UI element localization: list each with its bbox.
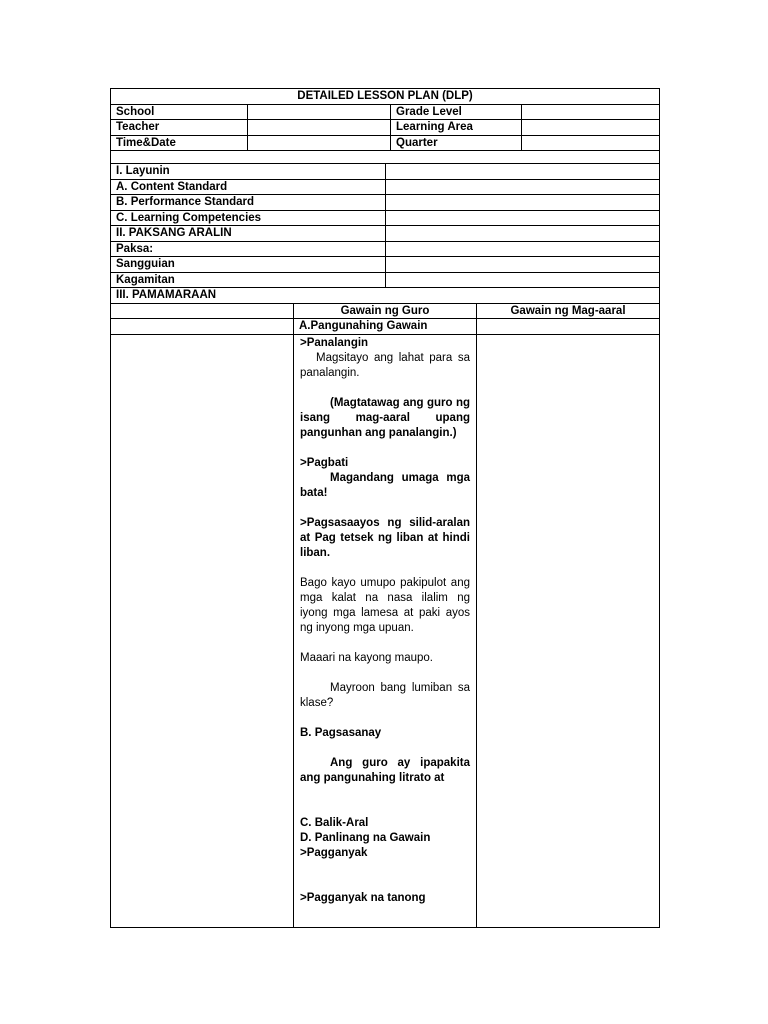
pagganyak-tanong-heading: >Pagganyak na tanong bbox=[300, 891, 426, 904]
pangunahing-gawain-label: A.Pangunahing Gawain bbox=[294, 319, 477, 335]
quarter-label: Quarter bbox=[391, 135, 522, 151]
bago-text: Bago kayo umupo pakipulot ang mga kalat na nasa ilalim ng iyong mga lamesa at paki ayos ng inyong mga upuan. bbox=[300, 576, 470, 634]
performance-standard-value[interactable] bbox=[386, 195, 660, 211]
maaari-text: Maaari na kayong maupo. bbox=[300, 651, 433, 664]
procedure-blank-cell bbox=[111, 319, 294, 335]
learning-competencies-value[interactable] bbox=[386, 210, 660, 226]
content-standard-value[interactable] bbox=[386, 179, 660, 195]
teacher-activities-cell[interactable] bbox=[294, 334, 477, 927]
pagbati-heading: >Pagbati bbox=[300, 456, 349, 469]
sangguian-value[interactable] bbox=[386, 257, 660, 273]
pagganyak-heading: >Pagganyak bbox=[300, 846, 368, 859]
lesson-plan-document bbox=[110, 88, 659, 928]
pagsasanay-heading: B. Pagsasanay bbox=[300, 726, 382, 739]
info-table bbox=[110, 88, 660, 151]
procedure-left-cell[interactable] bbox=[111, 334, 294, 927]
kagamitan-value[interactable] bbox=[386, 272, 660, 288]
balik-aral-heading: C. Balik-Aral bbox=[300, 816, 369, 829]
layunin-value[interactable] bbox=[386, 164, 660, 180]
gawain-guro-header: Gawain ng Guro bbox=[294, 303, 477, 319]
procedure-student-blank bbox=[477, 319, 660, 335]
paksang-aralin-value[interactable] bbox=[386, 226, 660, 242]
panlinang-heading: D. Panlinang na Gawain bbox=[300, 831, 431, 844]
mayroon-text: Mayroon bang lumiban sa klase? bbox=[300, 681, 470, 709]
sangguian-label: Sangguian bbox=[111, 257, 386, 273]
performance-standard-label: B. Performance Standard bbox=[111, 195, 386, 211]
learning-competencies-label: C. Learning Competencies bbox=[111, 210, 386, 226]
learning-area-label: Learning Area bbox=[391, 120, 522, 136]
magtatawag-text: (Magtatawag ang guro ng isang mag-aaral upang pangunhan ang panalangin.) bbox=[300, 396, 470, 439]
teacher-value[interactable] bbox=[248, 120, 391, 136]
magandang-text: Magandang umaga mga bata! bbox=[300, 471, 470, 499]
panalangin-heading: >Panalangin bbox=[300, 336, 369, 349]
pamamaraan-label: III. PAMAMARAAN bbox=[111, 288, 660, 304]
content-standard-label: A. Content Standard bbox=[111, 179, 386, 195]
learning-area-value[interactable] bbox=[522, 120, 660, 136]
student-activities-cell[interactable] bbox=[477, 334, 660, 927]
gawain-mag-aaral-header: Gawain ng Mag-aaral bbox=[477, 303, 660, 319]
grade-level-value[interactable] bbox=[522, 104, 660, 120]
kagamitan-label: Kagamitan bbox=[111, 272, 386, 288]
ipapakita-text: Ang guro ay ipapakita ang pangunahing litrato at bbox=[300, 756, 470, 784]
procedure-blank-header bbox=[111, 303, 294, 319]
blank-row bbox=[111, 151, 660, 164]
time-date-label: Time&Date bbox=[111, 135, 248, 151]
time-date-value[interactable] bbox=[248, 135, 391, 151]
magsitayo-text: Magsitayo ang lahat para sa panalangin. bbox=[300, 351, 470, 379]
quarter-value[interactable] bbox=[522, 135, 660, 151]
paksa-value[interactable] bbox=[386, 241, 660, 257]
layunin-label: I. Layunin bbox=[111, 164, 386, 180]
paksa-label: Paksa: bbox=[111, 241, 386, 257]
pagsasaayos-heading: >Pagsasaayos ng silid-aralan at Pag tetsek ng liban at hindi liban. bbox=[300, 516, 470, 559]
grade-level-label: Grade Level bbox=[391, 104, 522, 120]
procedure-table bbox=[110, 303, 660, 928]
teacher-label: Teacher bbox=[111, 120, 248, 136]
document-title: DETAILED LESSON PLAN (DLP) bbox=[111, 89, 660, 105]
objectives-table bbox=[110, 150, 660, 304]
school-label: School bbox=[111, 104, 248, 120]
school-value[interactable] bbox=[248, 104, 391, 120]
paksang-aralin-label: II. PAKSANG ARALIN bbox=[111, 226, 386, 242]
